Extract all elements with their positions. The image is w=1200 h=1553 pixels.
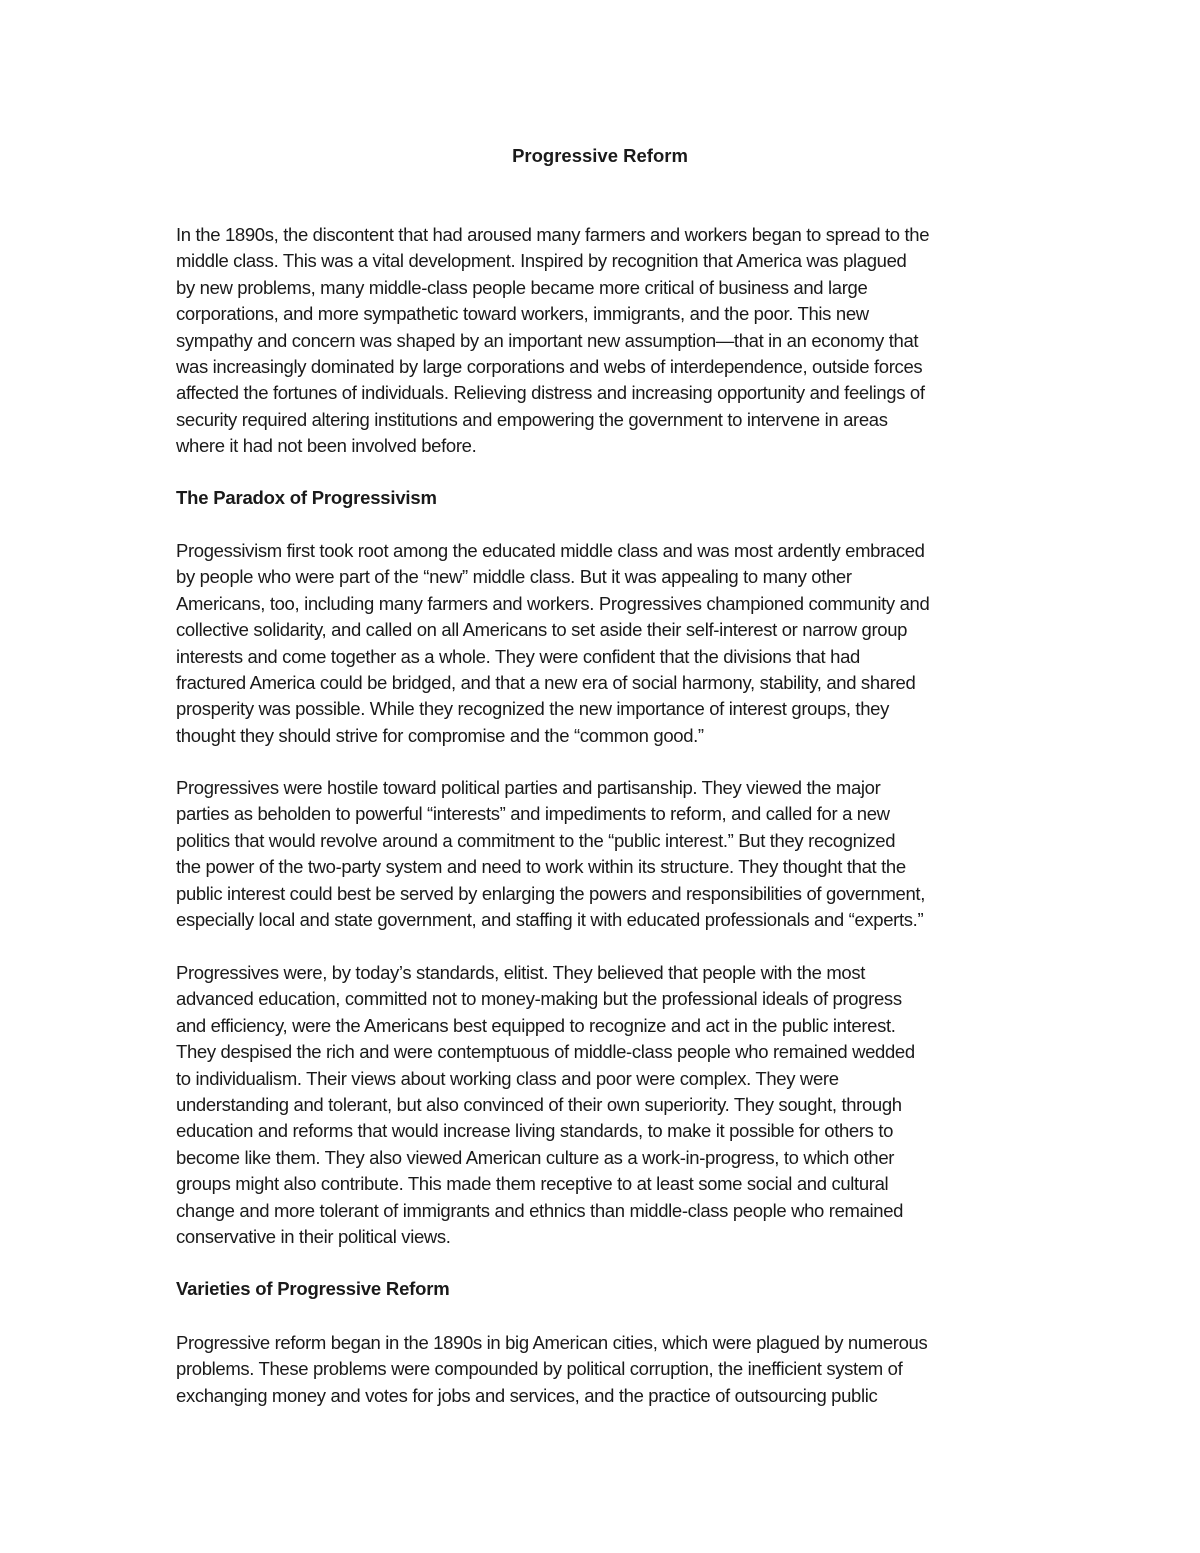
paragraph-line: by people who were part of the “new” middle class. But it was appealing to many other (176, 566, 852, 588)
intro-line: middle class. This was a vital development. Inspired by recognition that America was plagued (176, 250, 907, 272)
intro-line: where it had not been involved before. (176, 435, 477, 457)
intro-line: affected the fortunes of individuals. Relieving distress and increasing opportunity and feelings of (176, 382, 925, 404)
paragraph-line: become like them. They also viewed American culture as a work-in-progress, to which other (176, 1146, 895, 1168)
intro-line: corporations, and more sympathetic toward workers, immigrants, and the poor. This new (176, 303, 869, 325)
paragraph-line: public interest could best be served by enlarging the powers and responsibilities of government, (176, 882, 925, 904)
paragraph-line: advanced education, committed not to money-making but the professional ideals of progress (176, 988, 902, 1010)
paradox-paragraph-1 (176, 538, 1036, 749)
paragraph-line: change and more tolerant of immigrants and ethnics than middle-class people who remained (176, 1199, 904, 1221)
paradox-paragraph-2 (176, 775, 1036, 933)
paragraph-line: education and reforms that would increase living standards, to make it possible for others to (176, 1120, 894, 1142)
paragraph-line: groups might also contribute. This made them receptive to at least some social and cultural (176, 1173, 889, 1195)
paragraph-line: collective solidarity, and called on all Americans to set aside their self-interest or narrow group (176, 619, 908, 641)
paragraph-line: They despised the rich and were contemptuous of middle-class people who remained wedded (176, 1041, 915, 1063)
paradox-paragraph-3 (176, 960, 1036, 1250)
paragraph-line: exchanging money and votes for jobs and services, and the practice of outsourcing public (176, 1384, 878, 1406)
paragraph-line: to individualism. Their views about working class and poor were complex. They were (176, 1067, 839, 1089)
paragraph-line: and efficiency, were the Americans best equipped to recognize and act in the public interest. (176, 1014, 896, 1036)
intro-line: by new problems, many middle-class people became more critical of business and large (176, 276, 868, 298)
intro-line: was increasingly dominated by large corporations and webs of interdependence, outside forces (176, 355, 923, 377)
paragraph-line: Progessivism first took root among the educated middle class and was most ardently embraced (176, 540, 925, 561)
paragraph-line: conservative in their political views. (176, 1225, 451, 1247)
document-title: Progressive Reform (512, 145, 688, 166)
varieties-paragraph-1 (176, 1330, 1036, 1409)
paragraph-line: Americans, too, including many farmers and workers. Progressives championed community and (176, 592, 930, 614)
paragraph-line: problems. These problems were compounded by political corruption, the inefficient system of (176, 1358, 903, 1380)
paragraph-line: especially local and state government, and staffing it with educated professionals and “experts.” (176, 908, 924, 930)
paragraph-line: fractured America could be bridged, and that a new era of social harmony, stability, and shared (176, 671, 916, 693)
paragraph-line: the power of the two-party system and need to work within its structure. They thought that the (176, 856, 906, 878)
intro-line: sympathy and concern was shaped by an important new assumption—that in an economy that (176, 329, 919, 351)
paragraph-line: politics that would revolve around a commitment to the “public interest.” But they recognized (176, 829, 896, 851)
paragraph-line: thought they should strive for compromise and the “common good.” (176, 724, 704, 746)
paragraph-line: Progressive reform began in the 1890s in big American cities, which were plagued by numerous (176, 1332, 928, 1353)
paragraph-line: understanding and tolerant, but also convinced of their own superiority. They sought, through (176, 1093, 902, 1115)
intro-line: In the 1890s, the discontent that had aroused many farmers and workers began to spread to the (176, 224, 930, 245)
paragraph-line: interests and come together as a whole. They were confident that the divisions that had (176, 645, 860, 667)
intro-line: security required altering institutions and empowering the government to intervene in areas (176, 408, 888, 430)
paragraph-line: Progressives were hostile toward political parties and partisanship. They viewed the major (176, 777, 881, 798)
paragraph-line: prosperity was possible. While they recognized the new importance of interest groups, they (176, 698, 889, 720)
section-heading-varieties: Varieties of Progressive Reform (176, 1278, 450, 1299)
paragraph-line: Progressives were, by today’s standards, elitist. They believed that people with the most (176, 962, 866, 983)
paragraph-line: parties as beholden to powerful “interests” and impediments to reform, and called for a new (176, 803, 890, 825)
section-heading-paradox: The Paradox of Progressivism (176, 487, 437, 508)
intro-paragraph (176, 222, 1036, 460)
